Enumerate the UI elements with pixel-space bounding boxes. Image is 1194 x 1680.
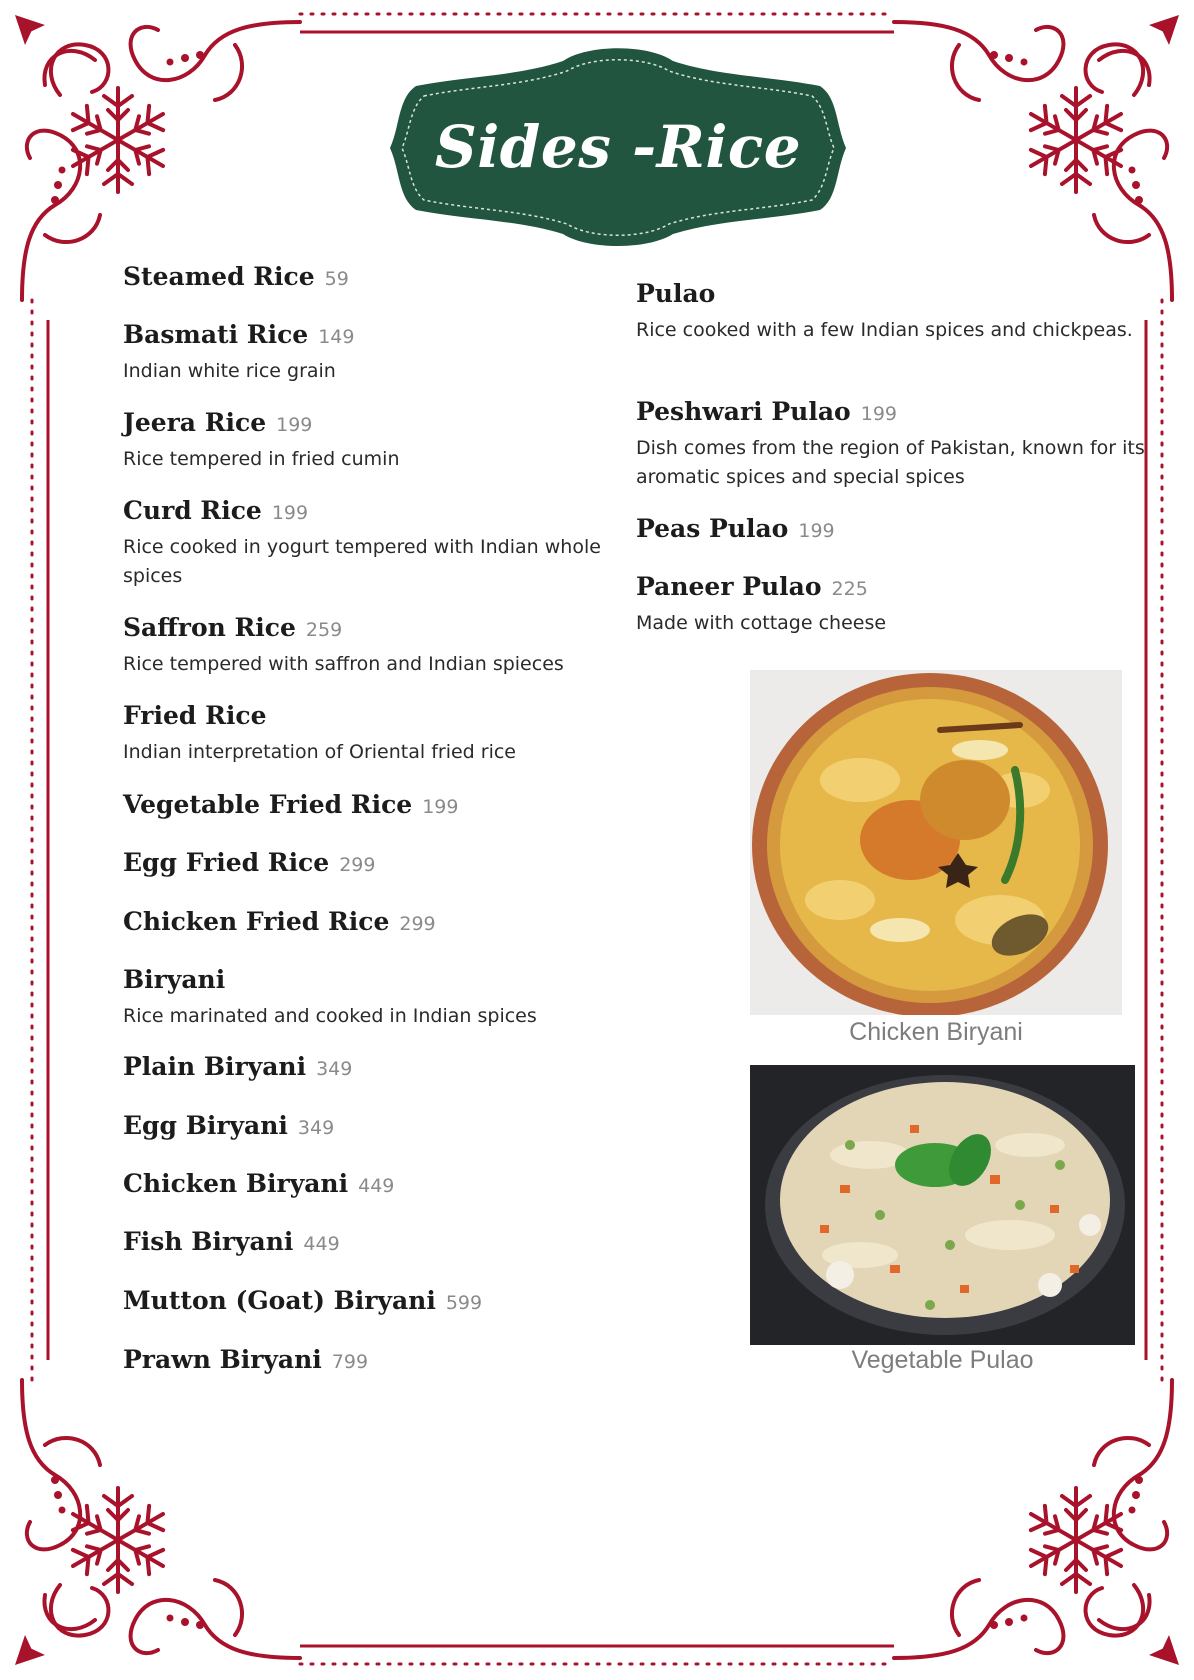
item-name: Egg Fried Rice (123, 848, 330, 877)
title-banner (358, 36, 878, 258)
item-price: 199 (860, 403, 897, 425)
item-description: Indian interpretation of Oriental fried rice (123, 741, 516, 763)
chicken-biryani-caption: Chicken Biryani (849, 1018, 1023, 1046)
item-description: Rice tempered with saffron and Indian spieces (123, 653, 564, 675)
menu-item-chicken-biryani (123, 1169, 643, 1198)
item-name: Basmati Rice (123, 320, 309, 349)
item-price: 259 (305, 619, 343, 641)
menu-item-egg-fried-rice (123, 848, 643, 877)
item-price: 599 (445, 1292, 483, 1314)
item-price: 149 (318, 326, 355, 348)
menu-item-jeera-rice (123, 408, 643, 474)
item-name: Curd Rice (123, 496, 262, 525)
item-description: Rice cooked with a few Indian spices and chickpeas. (636, 319, 1133, 341)
item-description: Rice tempered in fried cumin (123, 448, 400, 470)
item-price: 449 (303, 1233, 340, 1255)
item-price: 349 (297, 1117, 335, 1139)
menu-item-curd-rice (123, 496, 643, 591)
menu-item-peas-pulao (636, 514, 1156, 543)
item-price: 799 (331, 1351, 369, 1373)
item-name: Fish Biryani (123, 1227, 294, 1256)
item-price: 199 (276, 414, 313, 436)
item-name: Paneer Pulao (636, 572, 822, 601)
menu-item-paneer-pulao (636, 572, 1156, 638)
menu-item-chicken-fried-rice (123, 907, 643, 936)
chicken-biryani-photo (750, 670, 1122, 1015)
menu-item-fried-rice (123, 701, 643, 767)
item-price: 199 (798, 520, 835, 542)
menu-item-basmati-rice (123, 320, 643, 386)
item-name: Chicken Biryani (123, 1169, 349, 1198)
item-name: Chicken Fried Rice (123, 907, 390, 936)
item-name: Pulao (636, 279, 716, 308)
item-name: Biryani (123, 965, 226, 994)
item-name: Plain Biryani (123, 1052, 307, 1081)
menu-item-peshwari-pulao (636, 397, 1156, 492)
vegetable-pulao-caption: Vegetable Pulao (851, 1346, 1034, 1374)
item-price: 59 (324, 268, 349, 290)
item-price: 299 (399, 913, 436, 935)
item-price: 225 (831, 578, 868, 600)
menu-item-saffron-rice (123, 613, 643, 679)
item-name: Saffron Rice (123, 613, 296, 642)
page-title: Sides -Rice (434, 113, 802, 181)
menu-item-steamed-rice (123, 262, 643, 291)
item-name: Peas Pulao (636, 514, 789, 543)
item-name: Prawn Biryani (123, 1345, 322, 1374)
item-name: Fried Rice (123, 701, 267, 730)
menu-item-mutton-goat-biryani (123, 1286, 643, 1315)
item-description: Made with cottage cheese (636, 612, 887, 634)
item-description: Rice cooked in yogurt tempered with Indian whole spices (123, 536, 601, 587)
vegetable-pulao-photo (750, 1065, 1135, 1345)
item-name: Egg Biryani (123, 1111, 288, 1140)
item-name: Peshwari Pulao (636, 397, 851, 426)
item-name: Vegetable Fried Rice (123, 790, 413, 819)
menu-item-plain-biryani (123, 1052, 643, 1081)
item-price: 449 (358, 1175, 395, 1197)
menu-item-biryani (123, 965, 643, 1031)
menu-item-vegetable-fried-rice (123, 790, 643, 819)
item-name: Steamed Rice (123, 262, 315, 291)
item-name: Jeera Rice (123, 408, 267, 437)
item-price: 349 (316, 1058, 353, 1080)
item-price: 199 (422, 796, 459, 818)
item-description: Indian white rice grain (123, 360, 336, 382)
item-price: 299 (339, 854, 376, 876)
item-name: Mutton (Goat) Biryani (123, 1286, 436, 1315)
item-description: Dish comes from the region of Pakistan, known for its aromatic spices and special spices (636, 437, 1145, 488)
menu-item-fish-biryani (123, 1227, 643, 1256)
item-price: 199 (271, 502, 309, 524)
menu-item-egg-biryani (123, 1111, 643, 1140)
item-description: Rice marinated and cooked in Indian spices (123, 1005, 537, 1027)
menu-item-pulao (636, 279, 1156, 345)
menu-item-prawn-biryani (123, 1345, 643, 1374)
corner-ornament-top-left (15, 15, 300, 300)
